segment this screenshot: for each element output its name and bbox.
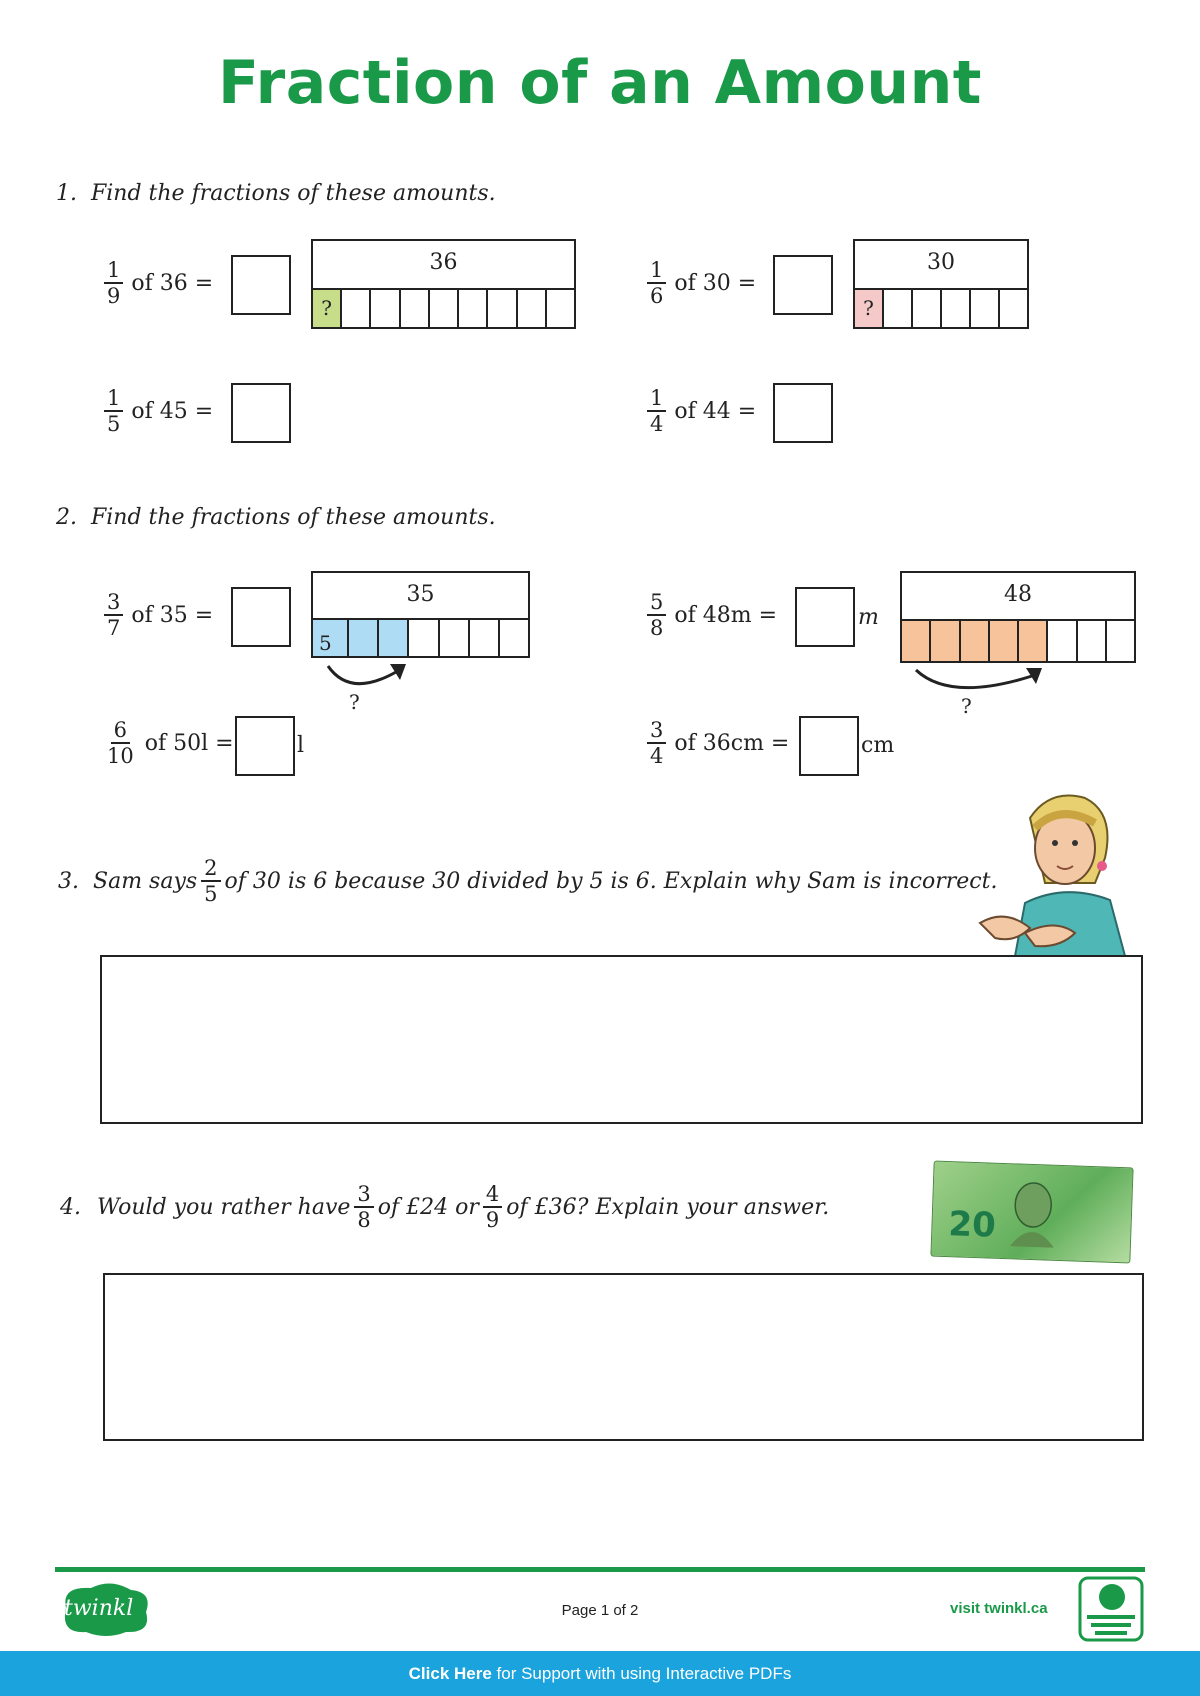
- question-4-number: 4.: [60, 1194, 81, 1220]
- quality-badge-icon: [1077, 1575, 1147, 1645]
- fraction: $\frac{1}{5}$: [104, 386, 123, 436]
- bar-cell: [407, 620, 437, 656]
- question-2-number: 2.: [56, 505, 77, 530]
- page-number: Page 1 of 2: [561, 1602, 639, 1619]
- bar-cell: [516, 290, 545, 327]
- q2a-bar-model: [311, 571, 530, 658]
- q2b-arrow-label: ?: [961, 694, 972, 718]
- twinkl-logo-text: twinkl: [64, 1596, 134, 1621]
- q2c-unit: l: [297, 733, 305, 758]
- bar-cell-shaded: [347, 620, 377, 656]
- page-title: Fraction of an Amount: [218, 48, 982, 118]
- q1b-expression: $\frac{1}{6}$ of 30 =: [643, 258, 756, 308]
- bar-cell-shaded: [988, 621, 1017, 661]
- q2b-answer-box[interactable]: [795, 587, 855, 647]
- banknote-value: 20: [947, 1204, 997, 1246]
- bar-total: 35: [311, 571, 530, 618]
- bar-cell: [399, 290, 428, 327]
- question-3-number: 3.: [58, 868, 79, 894]
- fraction: $\frac{4}{9}$: [483, 1182, 502, 1232]
- bar-cell: [498, 620, 528, 656]
- fraction: $\frac{1}{9}$: [104, 258, 123, 308]
- fraction: $\frac{2}{5}$: [201, 856, 220, 906]
- question-1-number: 1.: [56, 181, 77, 206]
- fraction: $\frac{3}{7}$: [104, 590, 123, 640]
- q2b-unit: m: [858, 605, 879, 630]
- twinkl-logo[interactable]: [56, 1578, 154, 1640]
- q1b-answer-box[interactable]: [773, 255, 833, 315]
- q1d-expression: $\frac{1}{4}$ of 44 =: [643, 386, 756, 436]
- bar-cell-shaded: ?: [313, 290, 340, 327]
- bar-cell: [911, 290, 940, 327]
- q2a-arrow-label: ?: [349, 690, 360, 714]
- bar-total: 48: [900, 571, 1136, 619]
- bar-cell: [340, 290, 369, 327]
- bar-cell: [428, 290, 457, 327]
- fraction: $\frac{5}{8}$: [647, 590, 666, 640]
- q1a-bar-model: [311, 239, 576, 329]
- q1b-bar-model: [853, 239, 1029, 329]
- bar-cell: [1046, 621, 1075, 661]
- q1c-answer-box[interactable]: [231, 383, 291, 443]
- bar-cell-shaded: ?: [855, 290, 882, 327]
- bar-cell: [369, 290, 398, 327]
- question-2-prompt: [56, 505, 496, 530]
- bar-cell: [940, 290, 969, 327]
- q2a-expression: $\frac{3}{7}$ of 35 =: [100, 590, 213, 640]
- fraction: $\frac{3}{8}$: [354, 1182, 373, 1232]
- bar-cell: [882, 290, 911, 327]
- visit-link[interactable]: visit twinkl.ca: [950, 1600, 1048, 1617]
- q2a-arrow: [320, 658, 410, 700]
- fraction: $\frac{1}{4}$: [647, 386, 666, 436]
- bar-cell-shaded: [902, 621, 929, 661]
- bar-cell-shaded: 5: [313, 620, 347, 656]
- q4-answer-area[interactable]: [103, 1273, 1144, 1441]
- support-banner-link[interactable]: Click Here: [408, 1664, 492, 1683]
- question-3-prompt: 3. Sam says $\frac{2}{5}$ of 30 is 6 because 30 divided by 5 is 6. Explain why Sam is incorrect.: [58, 856, 998, 906]
- fraction: $\frac{6}{10}$: [107, 718, 134, 768]
- bar-cell: [438, 620, 468, 656]
- support-banner-text: for Support with using Interactive PDFs: [491, 1664, 792, 1683]
- bar-total: 36: [311, 239, 576, 288]
- q2d-expression: $\frac{3}{4}$ of 36cm =: [643, 718, 789, 768]
- footer-divider: [55, 1567, 1145, 1572]
- q1d-answer-box[interactable]: [773, 383, 833, 443]
- q2c-expression: $\frac{6}{10}$ of 50l =: [100, 718, 234, 768]
- bar-cell: [998, 290, 1027, 327]
- q2d-answer-box[interactable]: [799, 716, 859, 776]
- bar-cell: [457, 290, 486, 327]
- q1a-answer-box[interactable]: [231, 255, 291, 315]
- q1a-expression: $\frac{1}{9}$ of 36 =: [100, 258, 213, 308]
- q3-answer-area[interactable]: [100, 955, 1143, 1124]
- fraction: $\frac{1}{6}$: [647, 258, 666, 308]
- bar-cell: [545, 290, 574, 327]
- bar-cell: [1076, 621, 1105, 661]
- bar-parts: [311, 288, 576, 329]
- bar-cell: [468, 620, 498, 656]
- q1c-expression: $\frac{1}{5}$ of 45 =: [100, 386, 213, 436]
- question-1-text: Find the fractions of these amounts.: [91, 181, 496, 206]
- question-4-prompt: 4. Would you rather have $\frac{3}{8}$ of £24 or $\frac{4}{9}$ of £36? Explain your answer.: [60, 1182, 830, 1232]
- bar-total: 30: [853, 239, 1029, 288]
- banknote-image: [930, 1161, 1133, 1264]
- question-2-text: Find the fractions of these amounts.: [91, 505, 496, 530]
- q2b-arrow: [910, 662, 1045, 704]
- q2c-answer-box[interactable]: [235, 716, 295, 776]
- bar-cell: [1105, 621, 1134, 661]
- bar-cell: [969, 290, 998, 327]
- bar-parts: [900, 619, 1136, 663]
- q2b-expression: $\frac{5}{8}$ of 48m =: [643, 590, 777, 640]
- bar-parts: [853, 288, 1029, 329]
- support-banner[interactable]: [0, 1651, 1200, 1696]
- question-1-prompt: [56, 181, 496, 206]
- bar-parts: [311, 618, 530, 658]
- bar-cell-shaded: [929, 621, 958, 661]
- portrait-icon: [1002, 1176, 1064, 1248]
- bar-cell-shaded: [959, 621, 988, 661]
- girl-illustration: [975, 788, 1145, 956]
- fraction: $\frac{3}{4}$: [647, 718, 666, 768]
- bar-cell: [486, 290, 515, 327]
- q2a-answer-box[interactable]: [231, 587, 291, 647]
- bar-cell-shaded: [1017, 621, 1046, 661]
- q2b-bar-model: [900, 571, 1136, 663]
- bar-cell-shaded: [377, 620, 407, 656]
- q2d-unit: cm: [861, 733, 895, 758]
